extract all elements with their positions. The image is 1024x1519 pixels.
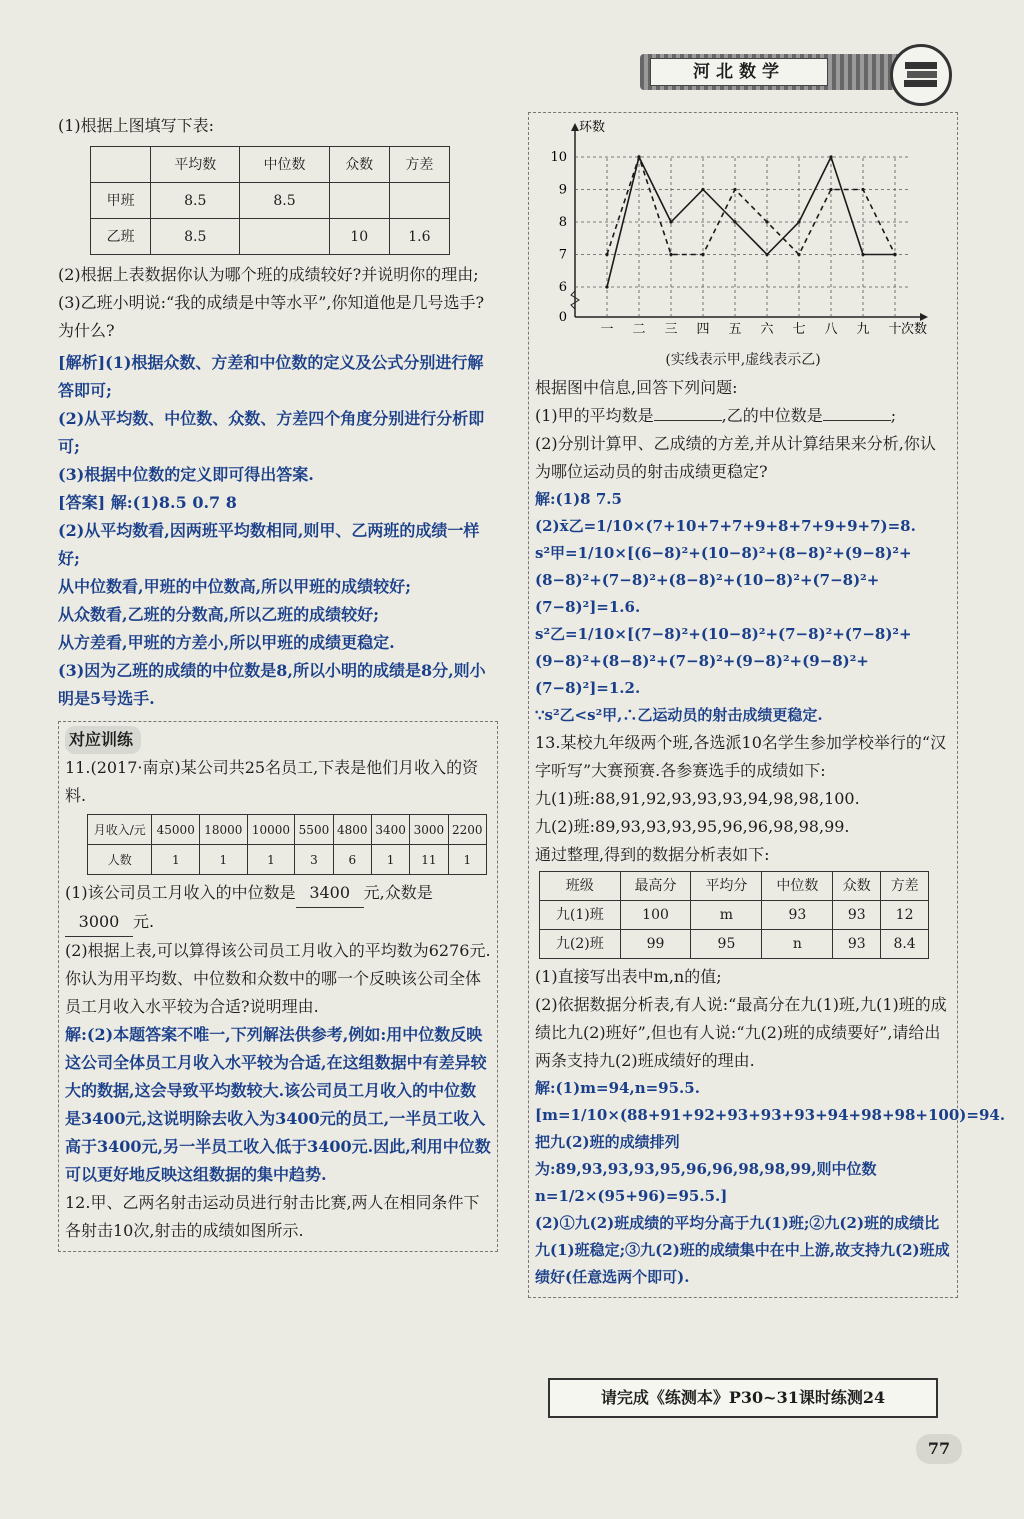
data-point	[797, 220, 800, 223]
table-cell: 乙班	[91, 219, 151, 255]
q11-text: 元,众数是	[363, 883, 433, 902]
y-tick-label: 10	[550, 150, 567, 165]
x-tick-label: 九	[856, 322, 870, 337]
table-cell: 10	[329, 219, 389, 255]
data-point	[829, 188, 832, 191]
x-axis-arrow	[920, 313, 928, 321]
q11-text: (1)该公司员工月收入的中位数是	[65, 883, 296, 902]
page-number: 77	[916, 1434, 962, 1464]
data-point	[605, 253, 608, 256]
x-tick-label: 三	[664, 322, 678, 337]
footer-reminder: 请完成《练测本》P30~31课时练测24	[548, 1378, 938, 1418]
shooting-line-chart	[535, 117, 945, 337]
section-title: 对应训练	[65, 726, 141, 754]
x-tick-label: 七	[792, 322, 806, 337]
median-answer: 3400	[296, 879, 364, 908]
table-cell: 班级	[540, 872, 621, 901]
answer-line: 从方差看,甲班的方差小,所以甲班的成绩更稳定.	[58, 633, 395, 652]
table-cell: 1	[371, 845, 409, 875]
y-tick-label: 7	[558, 247, 567, 263]
data-point	[701, 253, 704, 256]
left-column	[58, 112, 498, 1252]
x-tick-label: 一	[600, 322, 614, 337]
y-tick-label: 6	[558, 280, 567, 295]
table-intro: 通过整理,得到的数据分析表如下:	[535, 845, 770, 864]
table-cell: 甲班	[91, 183, 151, 219]
answer-line: 解:(1)m=94,n=95.5.[m=1/10×(88+91+92+93+93+93+94+98+98+100)=94.	[535, 1079, 1006, 1124]
table-cell: n	[762, 930, 833, 959]
table-cell: 1	[200, 845, 248, 875]
table-cell: 95	[691, 930, 762, 959]
table-cell: 1	[152, 845, 200, 875]
table-cell: 8.5	[240, 183, 329, 219]
y-axis-label: 环数	[579, 120, 606, 135]
q12-text: ;	[890, 406, 897, 425]
table-cell: 12	[881, 901, 929, 930]
data-point	[733, 188, 736, 191]
table-row	[88, 845, 487, 875]
table-cell: 月收入/元	[88, 815, 152, 845]
q12-part2: (2)分别计算甲、乙成绩的方差,并从计算结果来分析,你认为哪位运动员的射击成绩更稳定?	[535, 434, 936, 481]
q13-part1: (1)直接写出表中m,n的值;	[535, 967, 722, 986]
question-2: (2)根据上表数据你认为哪个班的成绩较好?并说明你的理由;	[58, 265, 479, 284]
question-12: 12.甲、乙两名射击运动员进行射击比赛,两人在相同条件下各射击10次,射击的成绩如图所示.	[65, 1193, 480, 1240]
table-cell: 九(1)班	[540, 901, 621, 930]
table-row	[88, 815, 487, 845]
table-cell: 6	[333, 845, 371, 875]
q13-part2: (2)依据数据分析表,有人说:“最高分在九(1)班,九(1)班的成绩比九(2)班好”,但也有人说:“九(2)班的成绩要好”,请给出两条支持九(2)班成绩好的理由.	[535, 995, 947, 1070]
data-point	[861, 188, 864, 191]
x-tick-label: 四	[696, 322, 710, 337]
q12-part1	[535, 402, 951, 430]
x-axis-label: 次数	[900, 322, 927, 337]
table-cell: 100	[620, 901, 691, 930]
table-cell: 93	[762, 901, 833, 930]
question-13: 13.某校九年级两个班,各选派10名学生参加学校举行的“汉字听写”大赛预赛.各参赛选手的成绩如下:	[535, 733, 947, 780]
table-cell	[240, 219, 329, 255]
table-cell: 10000	[247, 815, 295, 845]
x-tick-label: 十	[888, 322, 902, 337]
q13-answer	[535, 1075, 1006, 1291]
answer-line: 解:(1)8 7.5	[535, 490, 622, 508]
books-icon	[890, 44, 952, 106]
answer-line: s²甲=1/10×[(6−8)²+(10−8)²+(8−8)²+(9−8)²+(8−8)²+(7−8)²+(8−8)²+(10−8)²+(7−8)²+(7−8)²]=1.6.	[535, 544, 912, 616]
answer-line: (2)①九(2)班成绩的平均分高于九(1)班;②九(2)班的成绩比九(1)班稳定;③九(2)班的成绩集中在中上游,故支持九(2)班成绩好(任意选两个即可).	[535, 1214, 950, 1286]
x-tick-label: 二	[632, 322, 646, 337]
table-cell: 4800	[333, 815, 371, 845]
analysis-tag: [解析]	[58, 353, 106, 372]
question-11-part1	[65, 879, 491, 937]
table-row	[91, 147, 450, 183]
table-cell: 平均分	[691, 872, 762, 901]
table-cell: 九(2)班	[540, 930, 621, 959]
analysis-line: (2)从平均数、中位数、众数、方差四个角度分别进行分析即可;	[58, 409, 485, 456]
q12-text: (1)甲的平均数是	[535, 406, 654, 425]
training-box	[58, 721, 498, 1252]
answer-line: (3)因为乙班的成绩的中位数是8,所以小明的成绩是8分,则小明是5号选手.	[58, 661, 486, 708]
analysis-line: (3)根据中位数的定义即可得出答案.	[58, 465, 314, 484]
class1-scores: 九(1)班:88,91,92,93,93,93,94,98,98,100.	[535, 789, 860, 808]
table-cell	[91, 147, 151, 183]
table-cell: 1	[247, 845, 295, 875]
data-point	[765, 253, 768, 256]
q-intro: (1)根据上图填写下表:	[58, 116, 215, 135]
analysis-block	[58, 349, 498, 713]
y-tick-label: 8	[558, 215, 567, 230]
table-cell: 8.5	[151, 219, 240, 255]
table-cell: 99	[620, 930, 691, 959]
table-cell: 众数	[833, 872, 881, 901]
table-cell: 3000	[410, 815, 448, 845]
question-11-answer: 解:(2)本题答案不唯一,下列解法供参考,例如:用中位数反映这公司全体员工月收入水平较为合适,在这组数据中有差异较大的数据,这会导致平均数较大.该公司员工月收入的中位数是3400元,这说明除去收入为3400元的员工,一半员工收入高于3400元,另一半员工收入低于3400元.因此,利用中位数可以更好地反映这组数据的集中趋势.	[65, 1025, 491, 1184]
table-cell: m	[691, 901, 762, 930]
table-cell: 方差	[881, 872, 929, 901]
table-cell: 8.4	[881, 930, 929, 959]
blank	[654, 420, 722, 421]
table-row	[540, 901, 929, 930]
question-11-part2: (2)根据上表,可以算得该公司员工月收入的平均数为6276元.你认为用平均数、中位数和众数中的哪一个反映该公司全体员工月收入水平较为合适?说明理由.	[65, 941, 491, 1016]
answer-line: s²乙=1/10×[(7−8)²+(10−8)²+(7−8)²+(7−8)²+(9−8)²+(8−8)²+(7−8)²+(9−8)²+(9−8)²+(7−8)²]=1.2.	[535, 625, 912, 697]
table-cell: 3400	[371, 815, 409, 845]
table-cell: 45000	[152, 815, 200, 845]
table-cell: 平均数	[151, 147, 240, 183]
data-point	[637, 155, 640, 158]
x-tick-label: 八	[824, 322, 838, 337]
data-point	[861, 253, 864, 256]
right-column	[528, 112, 1006, 1298]
table-cell: 最高分	[620, 872, 691, 901]
header-title: 河北数学	[650, 58, 828, 86]
table-cell: 3	[295, 845, 333, 875]
table-cell: 中位数	[762, 872, 833, 901]
data-point	[829, 155, 832, 158]
table-row	[91, 219, 450, 255]
q12-text: ,乙的中位数是	[721, 406, 823, 425]
data-point	[669, 220, 672, 223]
q12-answer	[535, 486, 951, 729]
q12-intro: 根据图中信息,回答下列问题:	[535, 378, 738, 397]
right-box	[528, 112, 1006, 1298]
table-cell: 1	[448, 845, 486, 875]
answer-line: (2)x̄乙=1/10×(7+10+7+7+9+8+7+9+9+7)=8.	[535, 517, 916, 535]
data-point	[893, 253, 896, 256]
class2-scores: 九(2)班:89,93,93,93,95,96,96,98,98,99.	[535, 817, 850, 836]
analysis-line: (1)根据众数、方差和中位数的定义及公式分别进行解答即可;	[58, 353, 484, 400]
data-point	[733, 220, 736, 223]
answer-line: 从众数看,乙班的分数高,所以乙班的成绩较好;	[58, 605, 380, 624]
table-cell: 18000	[200, 815, 248, 845]
table-cell: 1.6	[389, 219, 449, 255]
question-3: (3)乙班小明说:“我的成绩是中等水平”,你知道他是几号选手?为什么?	[58, 293, 485, 340]
answer-line: 解:(1)8.5 0.7 8	[110, 493, 237, 512]
data-point	[701, 188, 704, 191]
x-tick-label: 五	[728, 322, 742, 337]
answer-line: 把九(2)班的成绩排列为:89,93,93,93,95,96,96,98,98,99,则中位数n=1/2×(95+96)=95.5.]	[535, 1133, 877, 1205]
table-row	[540, 930, 929, 959]
blank	[823, 420, 891, 421]
table-cell: 众数	[329, 147, 389, 183]
table-row	[91, 183, 450, 219]
table-cell: 2200	[448, 815, 486, 845]
table-cell: 中位数	[240, 147, 329, 183]
x-tick-label: 六	[760, 322, 774, 337]
table-cell: 11	[410, 845, 448, 875]
table-cell: 93	[833, 901, 881, 930]
table-cell: 8.5	[151, 183, 240, 219]
answer-line: ∵s²乙<s²甲,∴乙运动员的射击成绩更稳定.	[535, 706, 823, 724]
data-point	[605, 285, 608, 288]
class-stats-table	[539, 871, 929, 959]
table-row	[540, 872, 929, 901]
data-point	[669, 253, 672, 256]
mode-answer: 3000	[65, 908, 133, 937]
data-point	[797, 253, 800, 256]
table-cell: 人数	[88, 845, 152, 875]
stats-table-1	[90, 146, 450, 255]
y-tick-label: 9	[558, 182, 567, 198]
data-point	[765, 220, 768, 223]
table-cell	[389, 183, 449, 219]
question-11: 11.(2017·南京)某公司共25名员工,下表是他们月收入的资料.	[65, 758, 479, 805]
y-tick-label: 0	[558, 310, 567, 325]
table-cell: 方差	[389, 147, 449, 183]
table-cell: 93	[833, 930, 881, 959]
table-cell: 5500	[295, 815, 333, 845]
answer-line: (2)从平均数看,因两班平均数相同,则甲、乙两班的成绩一样好;	[58, 521, 480, 568]
series-line-yi	[607, 157, 895, 255]
answer-line: 从中位数看,甲班的中位数高,所以甲班的成绩较好;	[58, 577, 412, 596]
answer-tag: [答案]	[58, 493, 106, 512]
y-axis-arrow	[571, 123, 579, 131]
q11-text: 元.	[133, 912, 155, 931]
table-cell	[329, 183, 389, 219]
income-table	[87, 814, 487, 875]
chart-caption: (实线表示甲,虚线表示乙)	[665, 352, 821, 368]
